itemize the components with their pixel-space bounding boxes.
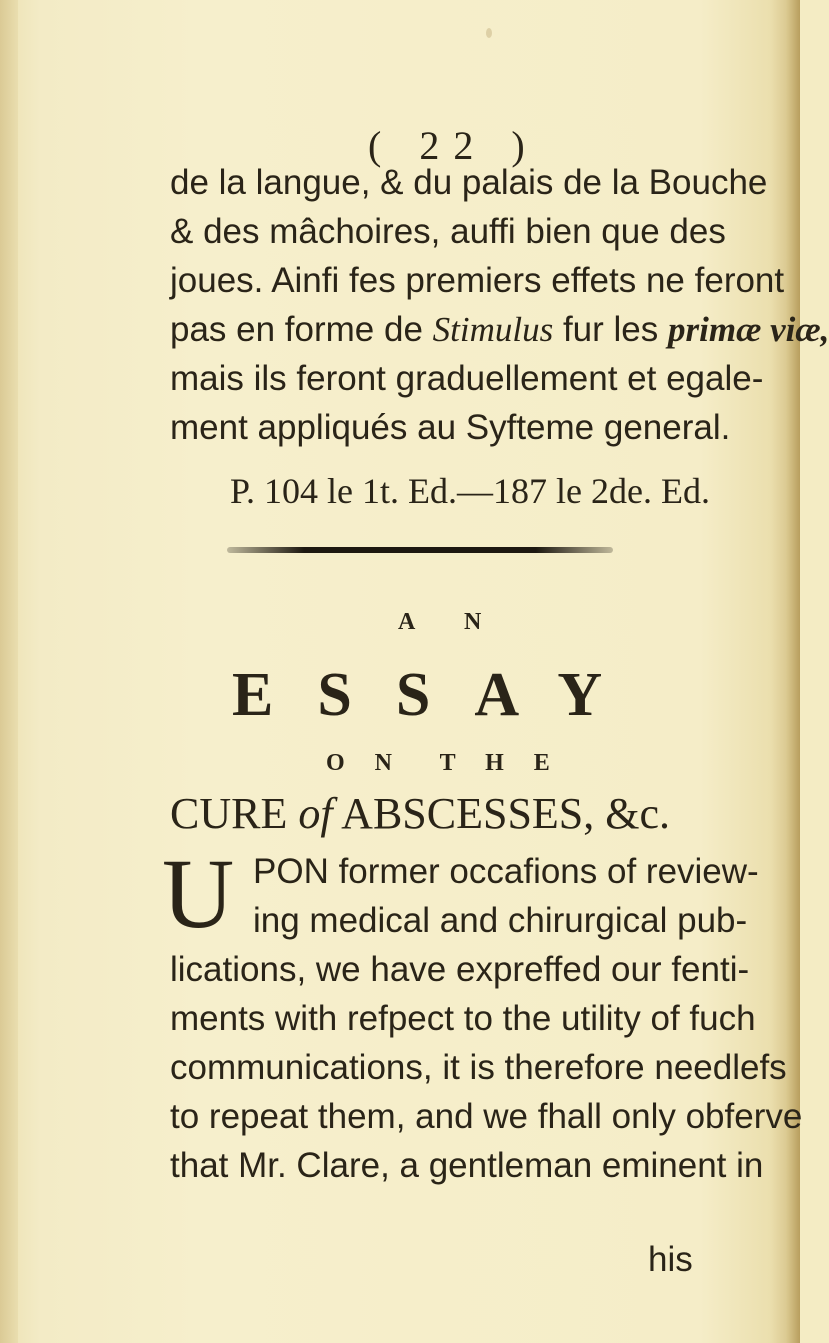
heading-on-the: O N T H E	[326, 750, 562, 776]
text-line: lications, we have expreffed our fenti-	[170, 950, 750, 989]
text-line: to repeat them, and we fhall only obferve	[170, 1097, 803, 1136]
italic-term-primae-viae: primæ viæ,	[668, 310, 829, 349]
italic-term-stimulus: Stimulus	[432, 310, 554, 349]
text-line: de la langue, & du palais de la Bouche	[170, 163, 768, 202]
text-line: that Mr. Clare, a gentleman eminent in	[170, 1146, 764, 1185]
drop-cap: U	[162, 838, 235, 949]
ink-spot	[486, 28, 492, 38]
text-line: ing medical and chirurgical pub-	[253, 901, 748, 940]
text-fragment: pas en forme de	[170, 310, 433, 349]
text-line: joues. Ainfi fes premiers effets ne feront	[170, 261, 785, 300]
heading-cure-part: ABSCESSES, &c.	[332, 789, 671, 838]
heading-an: A N	[398, 609, 504, 635]
section-rule	[227, 547, 613, 553]
text-line	[170, 310, 829, 350]
text-line: ment appliqués au Syfteme general.	[170, 408, 731, 447]
text-line: ments with refpect to the utility of fuch	[170, 999, 756, 1038]
heading-essay: ESSAY	[232, 661, 647, 729]
text-line: & des mâchoires, auffi bien que des	[170, 212, 726, 251]
text-line: PON former occafions of review-	[253, 852, 759, 891]
citation: P. 104 le 1t. Ed.—187 le 2de. Ed.	[230, 471, 710, 511]
heading-cure	[170, 788, 670, 839]
heading-cure-part: CURE	[170, 789, 299, 838]
page-right-edge	[786, 0, 800, 1343]
page-left-edge	[0, 0, 18, 1343]
text-line: mais ils feront graduellement et egale-	[170, 359, 764, 398]
heading-cure-of: of	[298, 789, 333, 838]
text-line: communications, it is therefore needlefs	[170, 1048, 787, 1087]
catchword: his	[648, 1240, 693, 1279]
page-number: ( 22 )	[368, 123, 539, 168]
text-fragment: fur les	[553, 310, 668, 349]
